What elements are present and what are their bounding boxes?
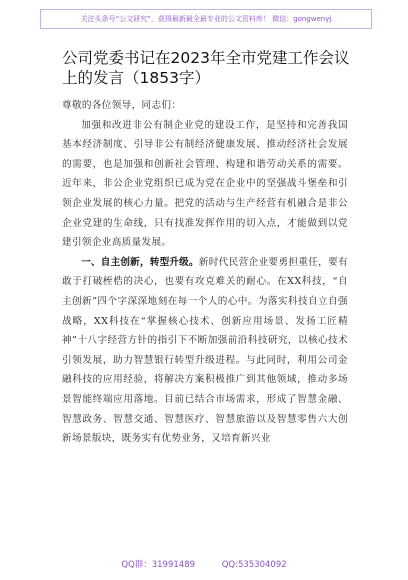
paragraph-section-1 — [62, 253, 348, 449]
footer-qq: QQ:535304092 — [221, 560, 287, 570]
promo-banner: 关注头条号“公文研究”，获得最新最全最专业的公文资料库！ 微信：gongwenyj — [40, 9, 372, 29]
section-heading-1: 一、自主创新，转型升级。 — [81, 256, 199, 268]
paragraph-intro: 加强和改进非公有制企业党的建设工作，是坚持和完善我国基本经济制度、引导非公有制经济健康发展、推动经济社会发展的需要，也是加强和创新社会管理、构建和谐劳动关系的需要。近年来，非公企业党组织已成为党在企业中的坚强战斗堡垒和引领企业发展的核心力量。把党的活动与生产经营有机融合是非公企业党建的生命线，只有找准发挥作用的切入点，才能做到以党建引领企业高质量发展。 — [62, 119, 348, 249]
document-body — [62, 96, 348, 449]
footer-qq-group: QQ群：31991489 — [121, 560, 196, 570]
section-text-1: 新时代民营企业要勇担重任，要有敢于打破桎梏的决心，也要有攻克难关的耐心。在XX科技，“自主创新”四个字深深地刻在每一个人的心中。为落实科技自立自强战略，XX科技在“掌握核心技术、创新应用场景、发扬工匠精神”十八字经营方针的指引下不断加强前沿科技研究，以核心技术引领发展，助力智慧银行转型升级进程。与此同时，利用公司金融科技的应用经验，将解决方案积极推广到其他领域，推动多场景智能终端应用落地。目前已结合市场需求，形成了智慧金融、智慧政务、智慧交通、智慧医疗、智慧旅游以及智慧零售六大创新场景版块，既务实有优势业务，又培育新兴业 — [62, 256, 349, 445]
footer-contact — [0, 558, 408, 570]
document-title: 公司党委书记在2023年全市党建工作会议上的发言（1853字） — [62, 49, 350, 87]
greeting: 尊敬的各位领导，同志们： — [62, 100, 182, 111]
